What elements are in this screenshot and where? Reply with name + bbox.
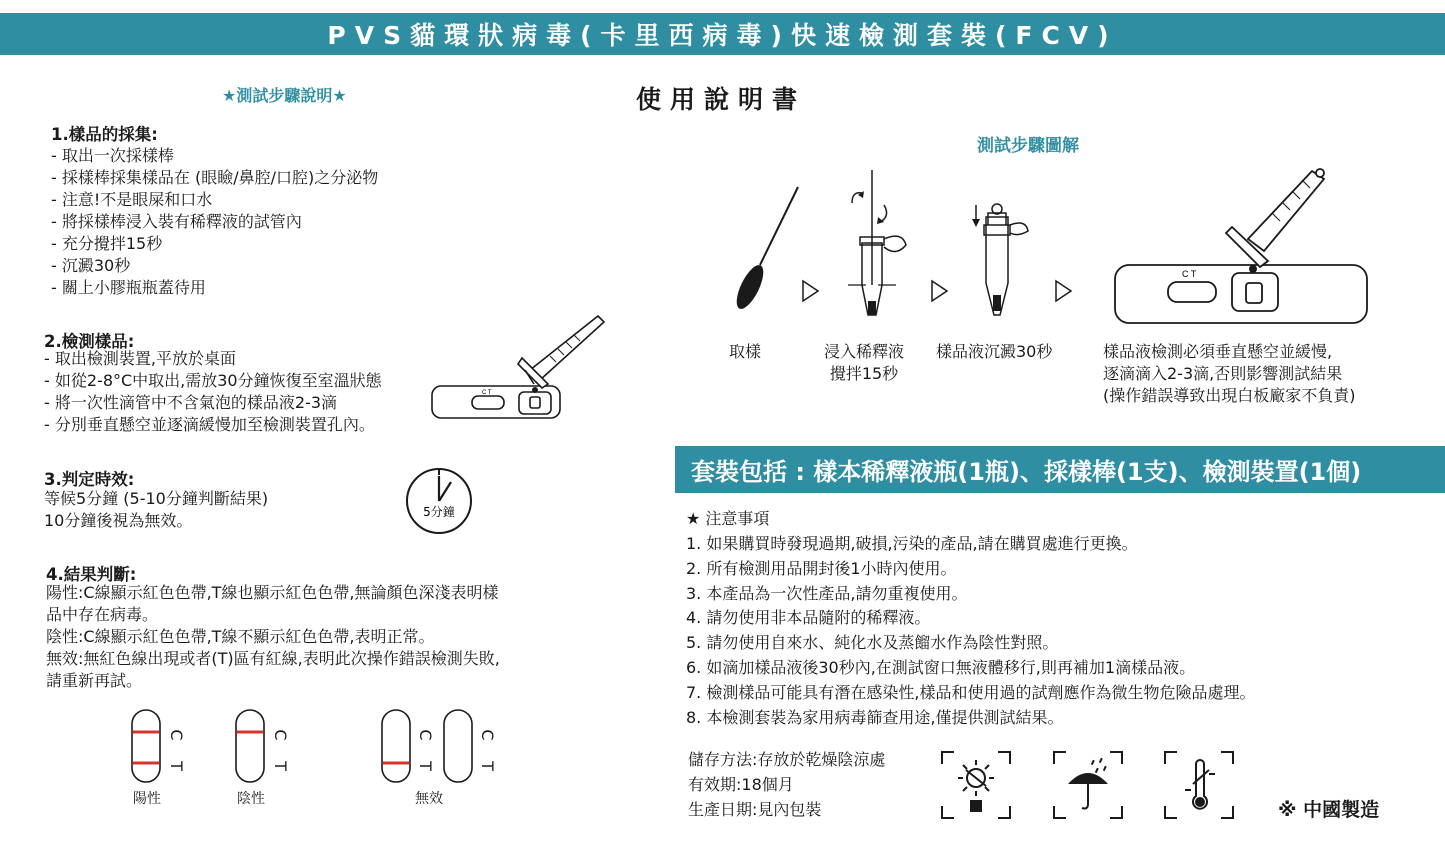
list-item: 等候5分鐘 (5-10分鐘判斷結果) — [44, 489, 269, 508]
caption-dilute — [824, 341, 904, 385]
note-item: 1. 如果購買時發現過期,破損,污染的產品,請在購買處進行更換。 — [686, 534, 1138, 553]
device-dropper-icon — [430, 310, 605, 422]
storage-info — [688, 748, 885, 822]
strip-invalid-1 — [382, 710, 410, 782]
title-banner — [0, 13, 1445, 55]
list-item: 品中存在病毒。 — [46, 605, 159, 624]
caption-drop-line: (操作錯誤導致出現白板廠家不負責) — [1103, 386, 1356, 405]
note-item: 5. 請勿使用自來水、純化水及蒸餾水作為陰性對照。 — [686, 633, 1059, 653]
list-item: - 採樣棒採集樣品在 (眼瞼/鼻腔/口腔)之分泌物 — [51, 168, 379, 187]
list-item: 10分鐘後視為無效。 — [44, 511, 193, 530]
section1-list — [51, 145, 378, 299]
diagram-heading: 測試步驟圖解 — [977, 136, 1079, 156]
caption-drop-line: 樣品液檢測必須垂直懸空並緩慢, — [1103, 342, 1333, 361]
step-arrow-icon — [1056, 281, 1071, 301]
doc-title: 使用說明書 — [636, 85, 807, 114]
result-strips — [120, 705, 510, 785]
step-arrow-icon — [932, 281, 947, 301]
negative-label: 陰性 — [237, 791, 265, 807]
section3-list — [44, 488, 268, 532]
invalid2-c-mark: C — [478, 729, 497, 741]
storage-line: 儲存方法:存放於乾燥陰涼處 — [688, 750, 886, 769]
list-item: - 取出檢測裝置,平放於桌面 — [44, 349, 236, 368]
caption-settle: 樣品液沉澱30秒 — [936, 342, 1053, 361]
expiry-line: 有效期:18個月 — [688, 774, 794, 794]
list-item: 陽性:C線顯示紅色色帶,T線也顯示紅色色帶,無論顏色深淺表明樣 — [46, 583, 499, 602]
step-diagram — [720, 165, 1440, 325]
list-item: - 分別垂直懸空並逐滴緩慢加至檢測裝置孔內。 — [44, 415, 375, 434]
swab-icon — [731, 187, 798, 313]
keep-from-sunlight-icon — [940, 750, 1015, 822]
caption-drop-line: 逐滴滴入2-3滴,否則影響測試結果 — [1103, 364, 1343, 383]
package-banner — [675, 446, 1445, 493]
caption-dilute-line2: 攪拌15秒 — [829, 364, 899, 383]
list-item: - 將一次性滴管中不含氣泡的樣品液2-3滴 — [44, 393, 337, 412]
device-ct-label: C T — [1182, 269, 1197, 279]
list-item: - 將採樣棒浸入裝有稀釋液的試管內 — [51, 212, 302, 231]
negative-t-mark: T — [271, 761, 290, 771]
positive-label: 陽性 — [133, 791, 161, 807]
list-item: - 充分攪拌15秒 — [51, 234, 163, 253]
list-item: - 關上小膠瓶瓶蓋待用 — [51, 278, 206, 297]
invalid2-t-mark: T — [478, 761, 497, 771]
device-ct-label: C T — [482, 390, 492, 396]
keep-dry-icon — [1052, 750, 1127, 822]
step-arrow-icon — [803, 281, 818, 301]
caption-sample: 取樣 — [729, 342, 762, 361]
list-item: 請重新再試。 — [46, 671, 143, 690]
strip-negative — [236, 710, 264, 782]
note-item: 2. 所有檢測用品開封後1小時內使用。 — [686, 558, 957, 578]
invalid1-t-mark: T — [416, 761, 435, 771]
invalid-label: 無效 — [415, 791, 443, 807]
note-item: 6. 如滴加樣品液後30秒內,在測試窗口無液體移行,則再補加1滴樣品液。 — [686, 657, 1196, 677]
invalid1-c-mark: C — [416, 729, 435, 741]
strip-invalid-2 — [444, 710, 472, 782]
strip-positive — [132, 710, 160, 782]
negative-c-mark: C — [271, 729, 290, 741]
positive-t-mark: T — [167, 761, 186, 771]
list-item: - 如從2-8°C中取出,需放30分鐘恢復至室溫狀態 — [44, 371, 382, 390]
notes-list — [686, 532, 1255, 730]
section1-heading: 1.樣品的採集: — [51, 125, 158, 144]
section2-heading: 2.檢測樣品: — [44, 332, 135, 351]
note-item: 4. 請勿使用非本品隨附的稀釋液。 — [686, 608, 931, 628]
list-item: 陰性:C線顯示紅色色帶,T線不顯示紅色色帶,表明正常。 — [46, 627, 435, 646]
note-item: 7. 檢測樣品可能具有潛在感染性,樣品和使用過的試劑應作為微生物危險品處理。 — [686, 682, 1256, 702]
positive-c-mark: C — [167, 729, 186, 741]
tube-settle-icon — [976, 204, 1028, 315]
note-item: 3. 本產品為一次性產品,請勿重複使用。 — [686, 583, 968, 603]
tube-stir-icon — [852, 170, 906, 315]
made-in-label: ※ 中國製造 — [1278, 799, 1380, 821]
clock-icon — [404, 466, 474, 536]
caption-dilute-line1: 浸入稀釋液 — [824, 342, 905, 361]
production-line: 生產日期:見內包裝 — [688, 799, 822, 819]
note-item: 8. 本檢測套裝為家用病毒篩查用途,僅提供測試結果。 — [686, 707, 1064, 727]
caption-drop — [1103, 341, 1356, 407]
notes-heading: ★ 注意事項 — [686, 509, 770, 528]
section3-heading: 3.判定時效: — [44, 470, 135, 489]
temperature-limit-icon — [1163, 750, 1238, 822]
clock-label: 5分鐘 — [423, 505, 455, 519]
section4-list — [46, 582, 500, 692]
list-item: - 取出一次採樣棒 — [51, 146, 174, 165]
list-item: - 注意!不是眼屎和口水 — [51, 190, 213, 209]
section4-heading: 4.結果判斷: — [46, 565, 137, 584]
list-item: 無效:無紅色線出現或者(T)區有紅線,表明此次操作錯誤檢測失敗, — [46, 649, 500, 668]
banner-title: PVS貓環狀病毒(卡里西病毒)快速檢測套裝(FCV) — [327, 21, 1118, 50]
section2-list — [44, 348, 382, 436]
list-item: - 沉澱30秒 — [51, 256, 131, 275]
device-drop-icon — [1115, 169, 1367, 323]
steps-heading: ★測試步驟說明★ — [222, 86, 347, 105]
package-contents: 套裝包括 : 樣本稀釋液瓶(1瓶)、採樣棒(1支)、檢測裝置(1個) — [691, 458, 1362, 486]
